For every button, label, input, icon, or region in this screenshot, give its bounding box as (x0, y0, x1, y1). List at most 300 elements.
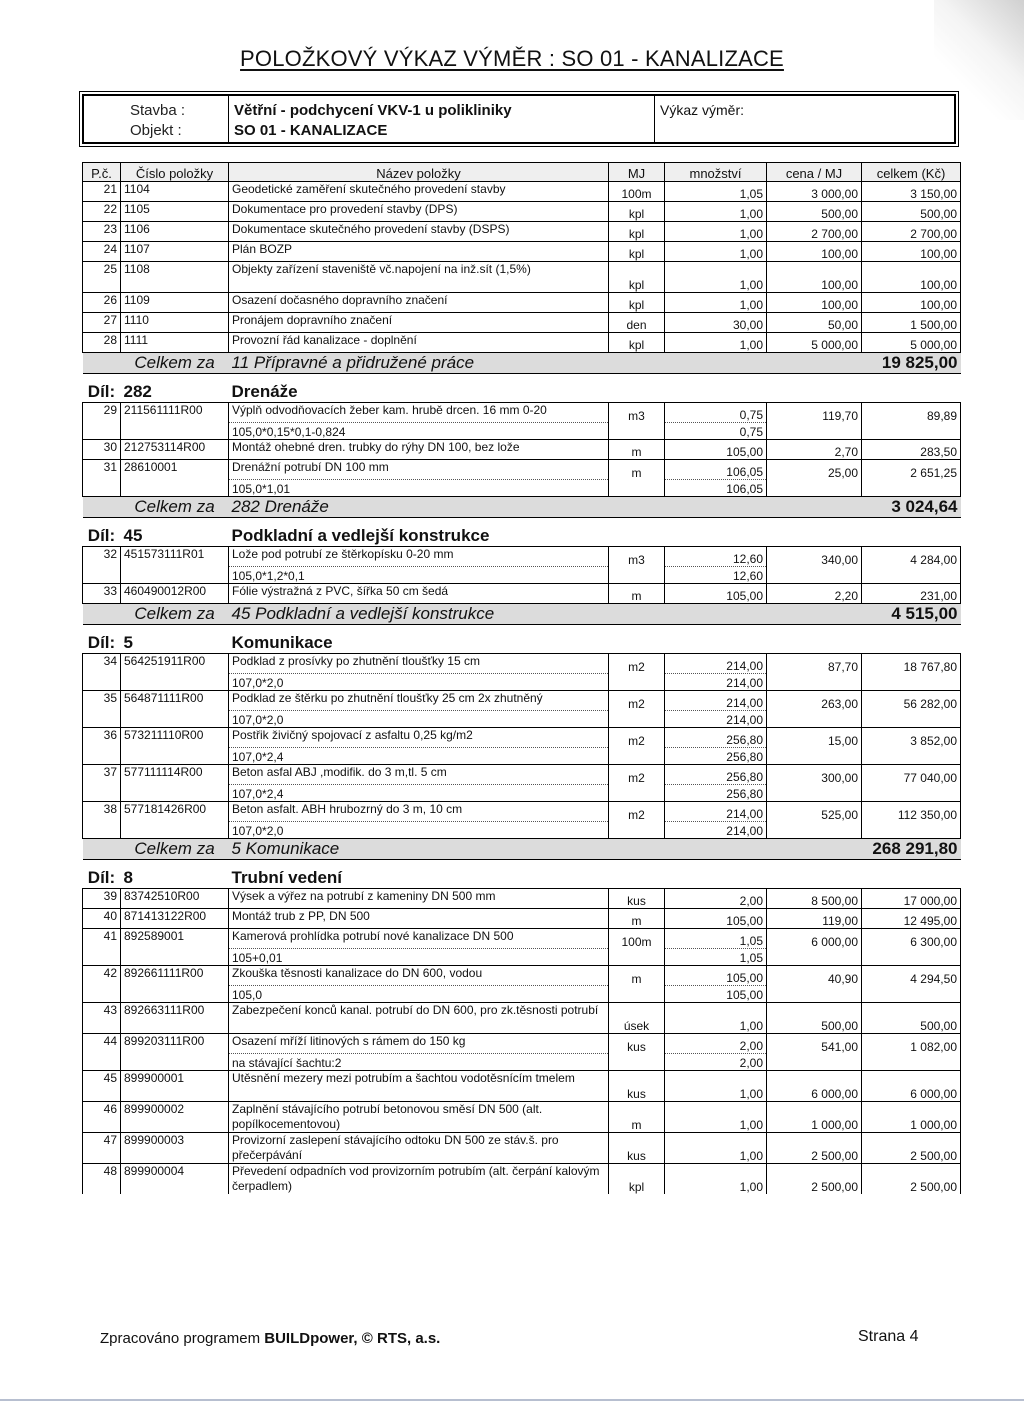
section-name: Trubní vedení (231, 868, 343, 887)
item-total: 100,00 (862, 262, 961, 293)
section-label: Díl: (87, 382, 116, 401)
item-code: 564251911R00 (121, 654, 229, 674)
calculation-quantity: 12,60 (665, 567, 767, 584)
item-code: 577181426R00 (121, 802, 229, 822)
item-code: 564871111R00 (121, 691, 229, 711)
item-unit: m3 (609, 547, 665, 567)
scan-line (0, 1399, 1024, 1401)
item-number: 40 (83, 909, 121, 929)
item-name: Dokumentace pro provedení stavby (DPS) (229, 202, 609, 222)
empty-cell (609, 748, 665, 765)
item-name: Podklad ze štěrku po zhutnění tloušťky 25 cm 2x zhutněný (229, 691, 609, 711)
table-row (83, 765, 961, 785)
objekt-label: Objekt : (130, 122, 182, 139)
item-number: 30 (83, 440, 121, 460)
table-row (83, 1133, 961, 1164)
item-number: 23 (83, 222, 121, 242)
table-row-calculation (83, 949, 961, 966)
item-name: Pronájem dopravního značení (229, 313, 609, 333)
item-name: Výsek a výřez na potrubí z kameniny DN 500 mm (229, 889, 609, 909)
item-number: 31 (83, 460, 121, 480)
stavba-value: Větřní - podchycení VKV-1 u polikliniky (234, 102, 512, 119)
table-row (83, 1071, 961, 1102)
item-unit-price: 119,00 (767, 909, 862, 929)
empty-cell (83, 604, 121, 625)
calculation-formula: na stávající šachtu:2 (229, 1054, 609, 1071)
item-code: 451573111R01 (121, 547, 229, 567)
item-unit: kus (609, 1034, 665, 1054)
empty-cell (767, 674, 862, 691)
page-title: POLOŽKOVÝ VÝKAZ VÝMĚR : SO 01 - KANALIZACE (240, 46, 784, 71)
empty-cell (83, 674, 121, 691)
item-total: 112 350,00 (862, 802, 961, 822)
section-code: 282 (123, 382, 152, 401)
section-total-value: 19 825,00 (862, 353, 961, 374)
item-total: 3 852,00 (862, 728, 961, 748)
table-row-calculation (83, 822, 961, 839)
empty-cell (609, 480, 665, 497)
item-unit: m (609, 966, 665, 986)
item-code: 899900001 (121, 1071, 229, 1102)
item-quantity: 1,00 (665, 1102, 767, 1133)
item-code: 212753114R00 (121, 440, 229, 460)
table-row (83, 293, 961, 313)
item-name: Plán BOZP (229, 242, 609, 262)
empty-cell (862, 748, 961, 765)
item-name: Zaplnění stávajícího potrubí betonovou směsí DN 500 (alt. popílkocementovou) (229, 1102, 609, 1133)
empty-cell (83, 480, 121, 497)
item-quantity: 1,05 (665, 182, 767, 202)
table-row (83, 440, 961, 460)
empty-cell (609, 822, 665, 839)
item-unit-price: 87,70 (767, 654, 862, 674)
item-unit: úsek (609, 1003, 665, 1034)
item-quantity: 106,05 (665, 460, 767, 480)
item-quantity: 1,00 (665, 1133, 767, 1164)
empty-cell (121, 480, 229, 497)
item-quantity: 1,00 (665, 1164, 767, 1195)
empty-cell (862, 711, 961, 728)
section-code: 45 (123, 526, 143, 545)
empty-cell (767, 822, 862, 839)
item-code: 1107 (121, 242, 229, 262)
empty-cell (609, 567, 665, 584)
item-name: Osazení dočasného dopravního značení (229, 293, 609, 313)
table-row-calculation (83, 748, 961, 765)
empty-cell (83, 748, 121, 765)
empty-cell (862, 480, 961, 497)
item-quantity: 1,00 (665, 333, 767, 353)
empty-cell (767, 748, 862, 765)
item-number: 28 (83, 333, 121, 353)
item-name: Provizorní zaslepení stávajícího odtoku DN 500 ze stáv.š. pro přečerpávání (229, 1133, 609, 1164)
empty-cell (767, 711, 862, 728)
empty-cell (121, 1054, 229, 1071)
item-name: Geodetické zaměření skutečného provedení stavby (229, 182, 609, 202)
item-code: 211561111R00 (121, 403, 229, 423)
item-name: Utěsnění mezery mezi potrubím a šachtou vodotěsnícím tmelem (229, 1071, 609, 1102)
item-unit-price: 6 000,00 (767, 929, 862, 949)
item-unit-price: 2,70 (767, 440, 862, 460)
item-number: 43 (83, 1003, 121, 1034)
item-unit: den (609, 313, 665, 333)
calculation-formula: 107,0*2,0 (229, 711, 609, 728)
table-row (83, 460, 961, 480)
item-total: 6 300,00 (862, 929, 961, 949)
item-total: 2 651,25 (862, 460, 961, 480)
item-quantity: 30,00 (665, 313, 767, 333)
calculation-formula: 107,0*2,4 (229, 785, 609, 802)
item-quantity: 1,00 (665, 202, 767, 222)
item-quantity: 1,00 (665, 293, 767, 313)
item-total: 18 767,80 (862, 654, 961, 674)
empty-cell (121, 711, 229, 728)
item-name: Postřik živičný spojovací z asfaltu 0,25 kg/m2 (229, 728, 609, 748)
empty-cell (83, 497, 121, 518)
item-unit: kus (609, 1133, 665, 1164)
section-total-label: Celkem za (121, 353, 229, 374)
item-number: 44 (83, 1034, 121, 1054)
section-total-value: 268 291,80 (862, 839, 961, 860)
col-header-name: Název položky (229, 163, 609, 182)
empty-cell (609, 785, 665, 802)
table-header-row (83, 163, 961, 182)
item-unit-price: 25,00 (767, 460, 862, 480)
section-total-row (83, 839, 961, 860)
item-code: 871413122R00 (121, 909, 229, 929)
item-number: 26 (83, 293, 121, 313)
item-total: 4 294,50 (862, 966, 961, 986)
empty-cell (767, 949, 862, 966)
section-total-name: 45 Podkladní a vedlejší konstrukce (229, 604, 862, 625)
section-header-row (83, 518, 961, 547)
empty-cell (83, 711, 121, 728)
item-number: 45 (83, 1071, 121, 1102)
item-number: 27 (83, 313, 121, 333)
table-row (83, 1003, 961, 1034)
item-unit: kpl (609, 333, 665, 353)
item-number: 25 (83, 262, 121, 293)
item-unit: m2 (609, 654, 665, 674)
item-unit-price: 500,00 (767, 1003, 862, 1034)
item-name: Montáž ohebné dren. trubky do rýhy DN 100, bez lože (229, 440, 609, 460)
item-unit-price: 2 500,00 (767, 1164, 862, 1195)
item-number: 42 (83, 966, 121, 986)
item-code: 577111114R00 (121, 765, 229, 785)
calculation-quantity: 256,80 (665, 748, 767, 765)
item-name: Beton asfal ABJ ,modifik. do 3 m,tl. 5 cm (229, 765, 609, 785)
item-unit-price: 6 000,00 (767, 1071, 862, 1102)
item-name: Lože pod potrubí ze štěrkopísku 0-20 mm (229, 547, 609, 567)
stavba-label: Stavba : (130, 102, 186, 119)
item-total: 1 500,00 (862, 313, 961, 333)
item-name: Kamerová prohlídka potrubí nové kanalizace DN 500 (229, 929, 609, 949)
section-name: Podkladní a vedlejší konstrukce (231, 526, 490, 545)
empty-cell (862, 822, 961, 839)
empty-cell (767, 567, 862, 584)
table-row (83, 403, 961, 423)
item-unit: kus (609, 889, 665, 909)
item-total: 2 700,00 (862, 222, 961, 242)
item-total: 500,00 (862, 202, 961, 222)
empty-cell (121, 674, 229, 691)
item-unit: m (609, 584, 665, 604)
item-quantity: 1,00 (665, 1003, 767, 1034)
section-total-row (83, 497, 961, 518)
empty-cell (767, 480, 862, 497)
item-code: 892589001 (121, 929, 229, 949)
item-unit: m (609, 909, 665, 929)
calculation-quantity: 0,75 (665, 423, 767, 440)
item-code: 1104 (121, 182, 229, 202)
footer-brand: BUILDpower, (264, 1330, 358, 1347)
calculation-formula: 107,0*2,4 (229, 748, 609, 765)
item-code: 1109 (121, 293, 229, 313)
col-header-total: celkem (Kč) (862, 163, 961, 182)
empty-cell (862, 986, 961, 1003)
item-total: 2 500,00 (862, 1133, 961, 1164)
item-name: Dokumentace skutečného provedení stavby (DSPS) (229, 222, 609, 242)
item-unit: kpl (609, 242, 665, 262)
section-header-row (83, 625, 961, 654)
item-number: 32 (83, 547, 121, 567)
item-unit-price: 500,00 (767, 202, 862, 222)
header-box (82, 94, 956, 144)
item-number: 37 (83, 765, 121, 785)
empty-cell (83, 949, 121, 966)
empty-cell (121, 986, 229, 1003)
item-unit-price: 2 500,00 (767, 1133, 862, 1164)
item-unit-price: 50,00 (767, 313, 862, 333)
header-divider (654, 96, 655, 142)
calculation-formula: 107,0*2,0 (229, 674, 609, 691)
item-code: 573211110R00 (121, 728, 229, 748)
footer-prefix: Zpracováno programem (100, 1330, 265, 1347)
table-row (83, 333, 961, 353)
table-row (83, 654, 961, 674)
section-name: Komunikace (231, 633, 333, 652)
item-unit: m2 (609, 728, 665, 748)
item-unit-price: 525,00 (767, 802, 862, 822)
section-total-label: Celkem za (121, 604, 229, 625)
col-header-mj: MJ (609, 163, 665, 182)
empty-cell (83, 822, 121, 839)
empty-cell (121, 567, 229, 584)
calculation-formula: 105+0,01 (229, 949, 609, 966)
item-unit-price: 15,00 (767, 728, 862, 748)
item-code: 83742510R00 (121, 889, 229, 909)
table-row (83, 242, 961, 262)
empty-cell (862, 674, 961, 691)
table-body (83, 182, 961, 1195)
item-unit: kpl (609, 293, 665, 313)
item-number: 41 (83, 929, 121, 949)
table-row (83, 547, 961, 567)
page-number: Strana 4 (858, 1328, 919, 1345)
item-quantity: 105,00 (665, 584, 767, 604)
section-total-value: 4 515,00 (862, 604, 961, 625)
item-number: 33 (83, 584, 121, 604)
item-unit-price: 263,00 (767, 691, 862, 711)
item-code: 28610001 (121, 460, 229, 480)
item-code: 892663111R00 (121, 1003, 229, 1034)
item-quantity: 1,00 (665, 1071, 767, 1102)
section-code: 8 (123, 868, 133, 887)
item-unit: m2 (609, 765, 665, 785)
calculation-quantity: 105,00 (665, 986, 767, 1003)
empty-cell (862, 785, 961, 802)
item-code: 1110 (121, 313, 229, 333)
section-total-value: 3 024,64 (862, 497, 961, 518)
item-quantity: 214,00 (665, 802, 767, 822)
section-total-row (83, 353, 961, 374)
empty-cell (609, 949, 665, 966)
item-number: 36 (83, 728, 121, 748)
table-row (83, 182, 961, 202)
item-unit-price: 1 000,00 (767, 1102, 862, 1133)
calculation-formula: 105,0*1,2*0,1 (229, 567, 609, 584)
section-total-name: 282 Drenáže (229, 497, 862, 518)
item-code: 899900003 (121, 1133, 229, 1164)
item-name: Objekty zařízení staveniště vč.napojení na inž.sít (1,5%) (229, 262, 609, 293)
item-code: 1108 (121, 262, 229, 293)
section-total-label: Celkem za (121, 497, 229, 518)
item-quantity: 214,00 (665, 654, 767, 674)
item-unit: kpl (609, 202, 665, 222)
item-unit-price: 8 500,00 (767, 889, 862, 909)
empty-cell (862, 1054, 961, 1071)
item-unit-price: 541,00 (767, 1034, 862, 1054)
table-row-calculation (83, 423, 961, 440)
item-code: 1111 (121, 333, 229, 353)
item-unit: m2 (609, 691, 665, 711)
item-total: 1 082,00 (862, 1034, 961, 1054)
item-number: 47 (83, 1133, 121, 1164)
empty-cell (767, 986, 862, 1003)
empty-cell (767, 1054, 862, 1071)
empty-cell (862, 423, 961, 440)
item-unit: 100m (609, 182, 665, 202)
item-quantity: 1,00 (665, 242, 767, 262)
item-quantity: 12,60 (665, 547, 767, 567)
table-row-calculation (83, 480, 961, 497)
col-header-qty: množství (665, 163, 767, 182)
item-code: 460490012R00 (121, 584, 229, 604)
section-total-name: 11 Přípravné a přidružené práce (229, 353, 862, 374)
calculation-quantity: 1,05 (665, 949, 767, 966)
item-number: 38 (83, 802, 121, 822)
item-quantity: 105,00 (665, 966, 767, 986)
item-total: 100,00 (862, 242, 961, 262)
objekt-value: SO 01 - KANALIZACE (234, 122, 388, 139)
calculation-quantity: 214,00 (665, 711, 767, 728)
item-name: Montáž trub z PP, DN 500 (229, 909, 609, 929)
table-row (83, 584, 961, 604)
table-row (83, 1164, 961, 1195)
item-unit: kpl (609, 262, 665, 293)
table-row (83, 929, 961, 949)
empty-cell (83, 986, 121, 1003)
item-quantity: 1,05 (665, 929, 767, 949)
item-quantity: 1,00 (665, 262, 767, 293)
item-code: 892661111R00 (121, 966, 229, 986)
empty-cell (609, 423, 665, 440)
empty-cell (767, 785, 862, 802)
table-row-calculation (83, 785, 961, 802)
item-quantity: 256,80 (665, 765, 767, 785)
item-unit-price: 100,00 (767, 262, 862, 293)
item-number: 48 (83, 1164, 121, 1195)
table-row (83, 222, 961, 242)
items-table (82, 162, 961, 1194)
empty-cell (121, 949, 229, 966)
empty-cell (83, 567, 121, 584)
section-total-row (83, 604, 961, 625)
empty-cell (862, 949, 961, 966)
footer-credit (100, 1330, 440, 1347)
section-label: Díl: (87, 868, 116, 887)
section-header-row (83, 860, 961, 889)
item-name: Provozní řád kanalizace - doplnění (229, 333, 609, 353)
item-number: 22 (83, 202, 121, 222)
item-name: Osazení mříží litinových s rámem do 150 kg (229, 1034, 609, 1054)
table-row (83, 313, 961, 333)
table-row-calculation (83, 1054, 961, 1071)
item-total: 283,50 (862, 440, 961, 460)
empty-cell (83, 785, 121, 802)
item-name: Podklad z prosívky po zhutnění tloušťky 15 cm (229, 654, 609, 674)
empty-cell (609, 1054, 665, 1071)
empty-cell (609, 986, 665, 1003)
item-name: Drenážní potrubí DN 100 mm (229, 460, 609, 480)
item-quantity: 214,00 (665, 691, 767, 711)
table-row-calculation (83, 986, 961, 1003)
calculation-formula: 105,0*1,01 (229, 480, 609, 497)
item-unit-price: 5 000,00 (767, 333, 862, 353)
empty-cell (121, 822, 229, 839)
calculation-formula: 105,0 (229, 986, 609, 1003)
item-unit: m (609, 1102, 665, 1133)
section-code: 5 (123, 633, 133, 652)
item-code: 899900002 (121, 1102, 229, 1133)
item-total: 231,00 (862, 584, 961, 604)
item-total: 2 500,00 (862, 1164, 961, 1195)
vykaz-label: Výkaz výměr: (660, 102, 745, 118)
empty-cell (83, 1054, 121, 1071)
item-unit: m3 (609, 403, 665, 423)
table-row (83, 909, 961, 929)
table-row (83, 691, 961, 711)
item-unit-price: 119,70 (767, 403, 862, 423)
item-code: 1105 (121, 202, 229, 222)
section-total-label: Celkem za (121, 839, 229, 860)
item-quantity: 105,00 (665, 909, 767, 929)
item-code: 899900004 (121, 1164, 229, 1195)
item-code: 1106 (121, 222, 229, 242)
col-header-code: Číslo položky (121, 163, 229, 182)
item-quantity: 2,00 (665, 889, 767, 909)
item-quantity: 1,00 (665, 222, 767, 242)
item-total: 56 282,00 (862, 691, 961, 711)
section-label: Díl: (87, 633, 116, 652)
item-total: 6 000,00 (862, 1071, 961, 1102)
col-header-price: cena / MJ (767, 163, 862, 182)
item-total: 89,89 (862, 403, 961, 423)
item-number: 24 (83, 242, 121, 262)
item-unit-price: 100,00 (767, 242, 862, 262)
empty-cell (862, 567, 961, 584)
item-name: Převedení odpadních vod provizorním potrubím (alt. čerpání kalovým čerpadlem) (229, 1164, 609, 1195)
